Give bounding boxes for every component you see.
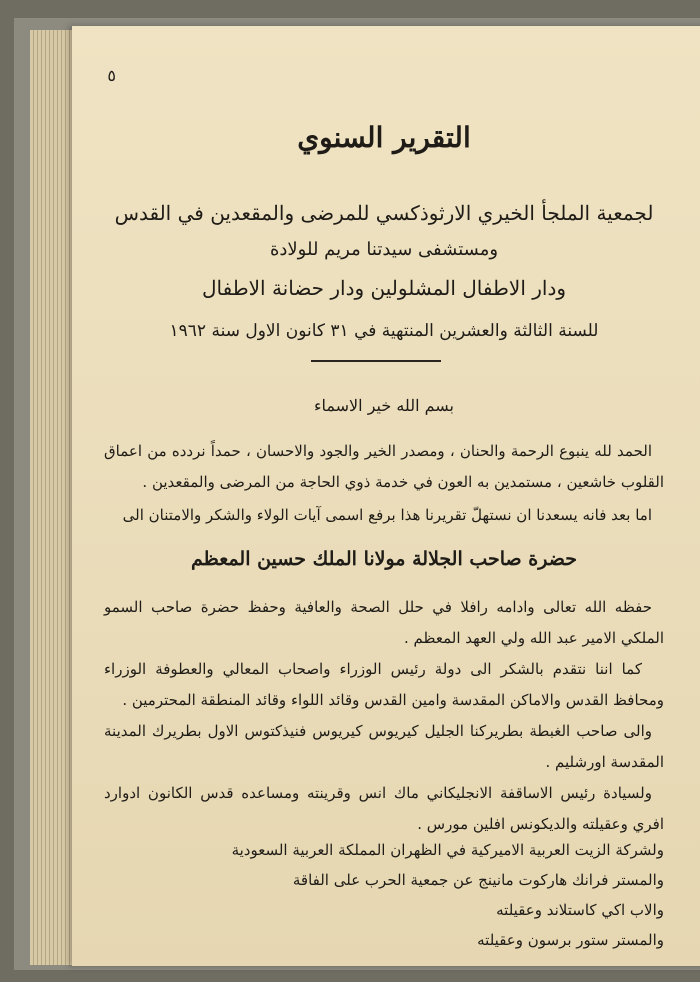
report-title: التقرير السنوي bbox=[297, 121, 471, 154]
dedication-paragraph: اما بعد فانه يسعدنا ان نستهلّ تقريرنا هذا برفع اسمى آيات الولاء والشكر والامتنان الى bbox=[122, 506, 652, 524]
divider-rule bbox=[311, 360, 441, 362]
thanks-list-item: والمستر فرانك هاركوت مانينج عن جمعية الحرب على الفاقة bbox=[292, 871, 664, 889]
blessing-paragraph: حفظه الله تعالى وادامه رافلا في حلل الصحة والعافية وحفظ حضرة صاحب السمو الملكي الامير عبد الله ولي العهد المعظم . bbox=[104, 598, 664, 647]
thanks-list-item: ولشركة الزيت العربية الاميركية في الظهران المملكة العربية السعودية bbox=[231, 841, 664, 859]
government-thanks-paragraph: كما اننا نتقدم بالشكر الى دولة رئيس الوزراء واصحاب المعالي والعطوفة الوزراء ومحافظ القدس والاماكن المقدسة وامين القدس وقائد اللواء وقائد المنطقة المحترمين . bbox=[104, 660, 664, 709]
page-number: ٥ bbox=[107, 66, 116, 85]
book-page bbox=[72, 26, 700, 966]
report-year-line: للسنة الثالثة والعشرين المنتهية في ٣١ كانون الاول سنة ١٩٦٢ bbox=[169, 321, 599, 341]
hospital-name-line: ومستشفى سيدتنا مريم للولادة bbox=[269, 239, 499, 260]
archbishop-thanks-paragraph: ولسيادة رئيس الاساقفة الانجليكاني ماك انس وقرينته ومساعده قدس الكانون ادوارد افري وعقيلته والديكونس افلين مورس . bbox=[104, 784, 664, 833]
thanks-list-item: والاب اكي كاستلاند وعقيلته bbox=[496, 901, 664, 919]
page-text-block bbox=[104, 26, 664, 966]
thanks-list-item: والمستر ستور برسون وعقيلته bbox=[477, 931, 664, 949]
king-heading: حضرة صاحب الجلالة مولانا الملك حسين المعظم bbox=[191, 548, 577, 570]
patriarch-thanks-paragraph: والى صاحب الغبطة بطريركنا الجليل كيريوس كيريوس فنيذكتوس الاول بطريرك المدينة المقدسة اورشليم . bbox=[104, 722, 664, 771]
opening-paragraph: الحمد لله ينبوع الرحمة والحنان ، ومصدر الخير والجود والاحسان ، حمداً نردده من اعماق القلوب خاشعين ، مستمدين به العون في خدمة ذوي الحاجة من المرضى والمقعدين . bbox=[104, 442, 664, 491]
children-home-line: ودار الاطفال المشلولين ودار حضانة الاطفال bbox=[201, 276, 567, 300]
society-name-line: لجمعية الملجأ الخيري الارثوذكسي للمرضى والمقعدين في القدس bbox=[114, 201, 654, 225]
basmala: بسم الله خير الاسماء bbox=[314, 396, 454, 415]
